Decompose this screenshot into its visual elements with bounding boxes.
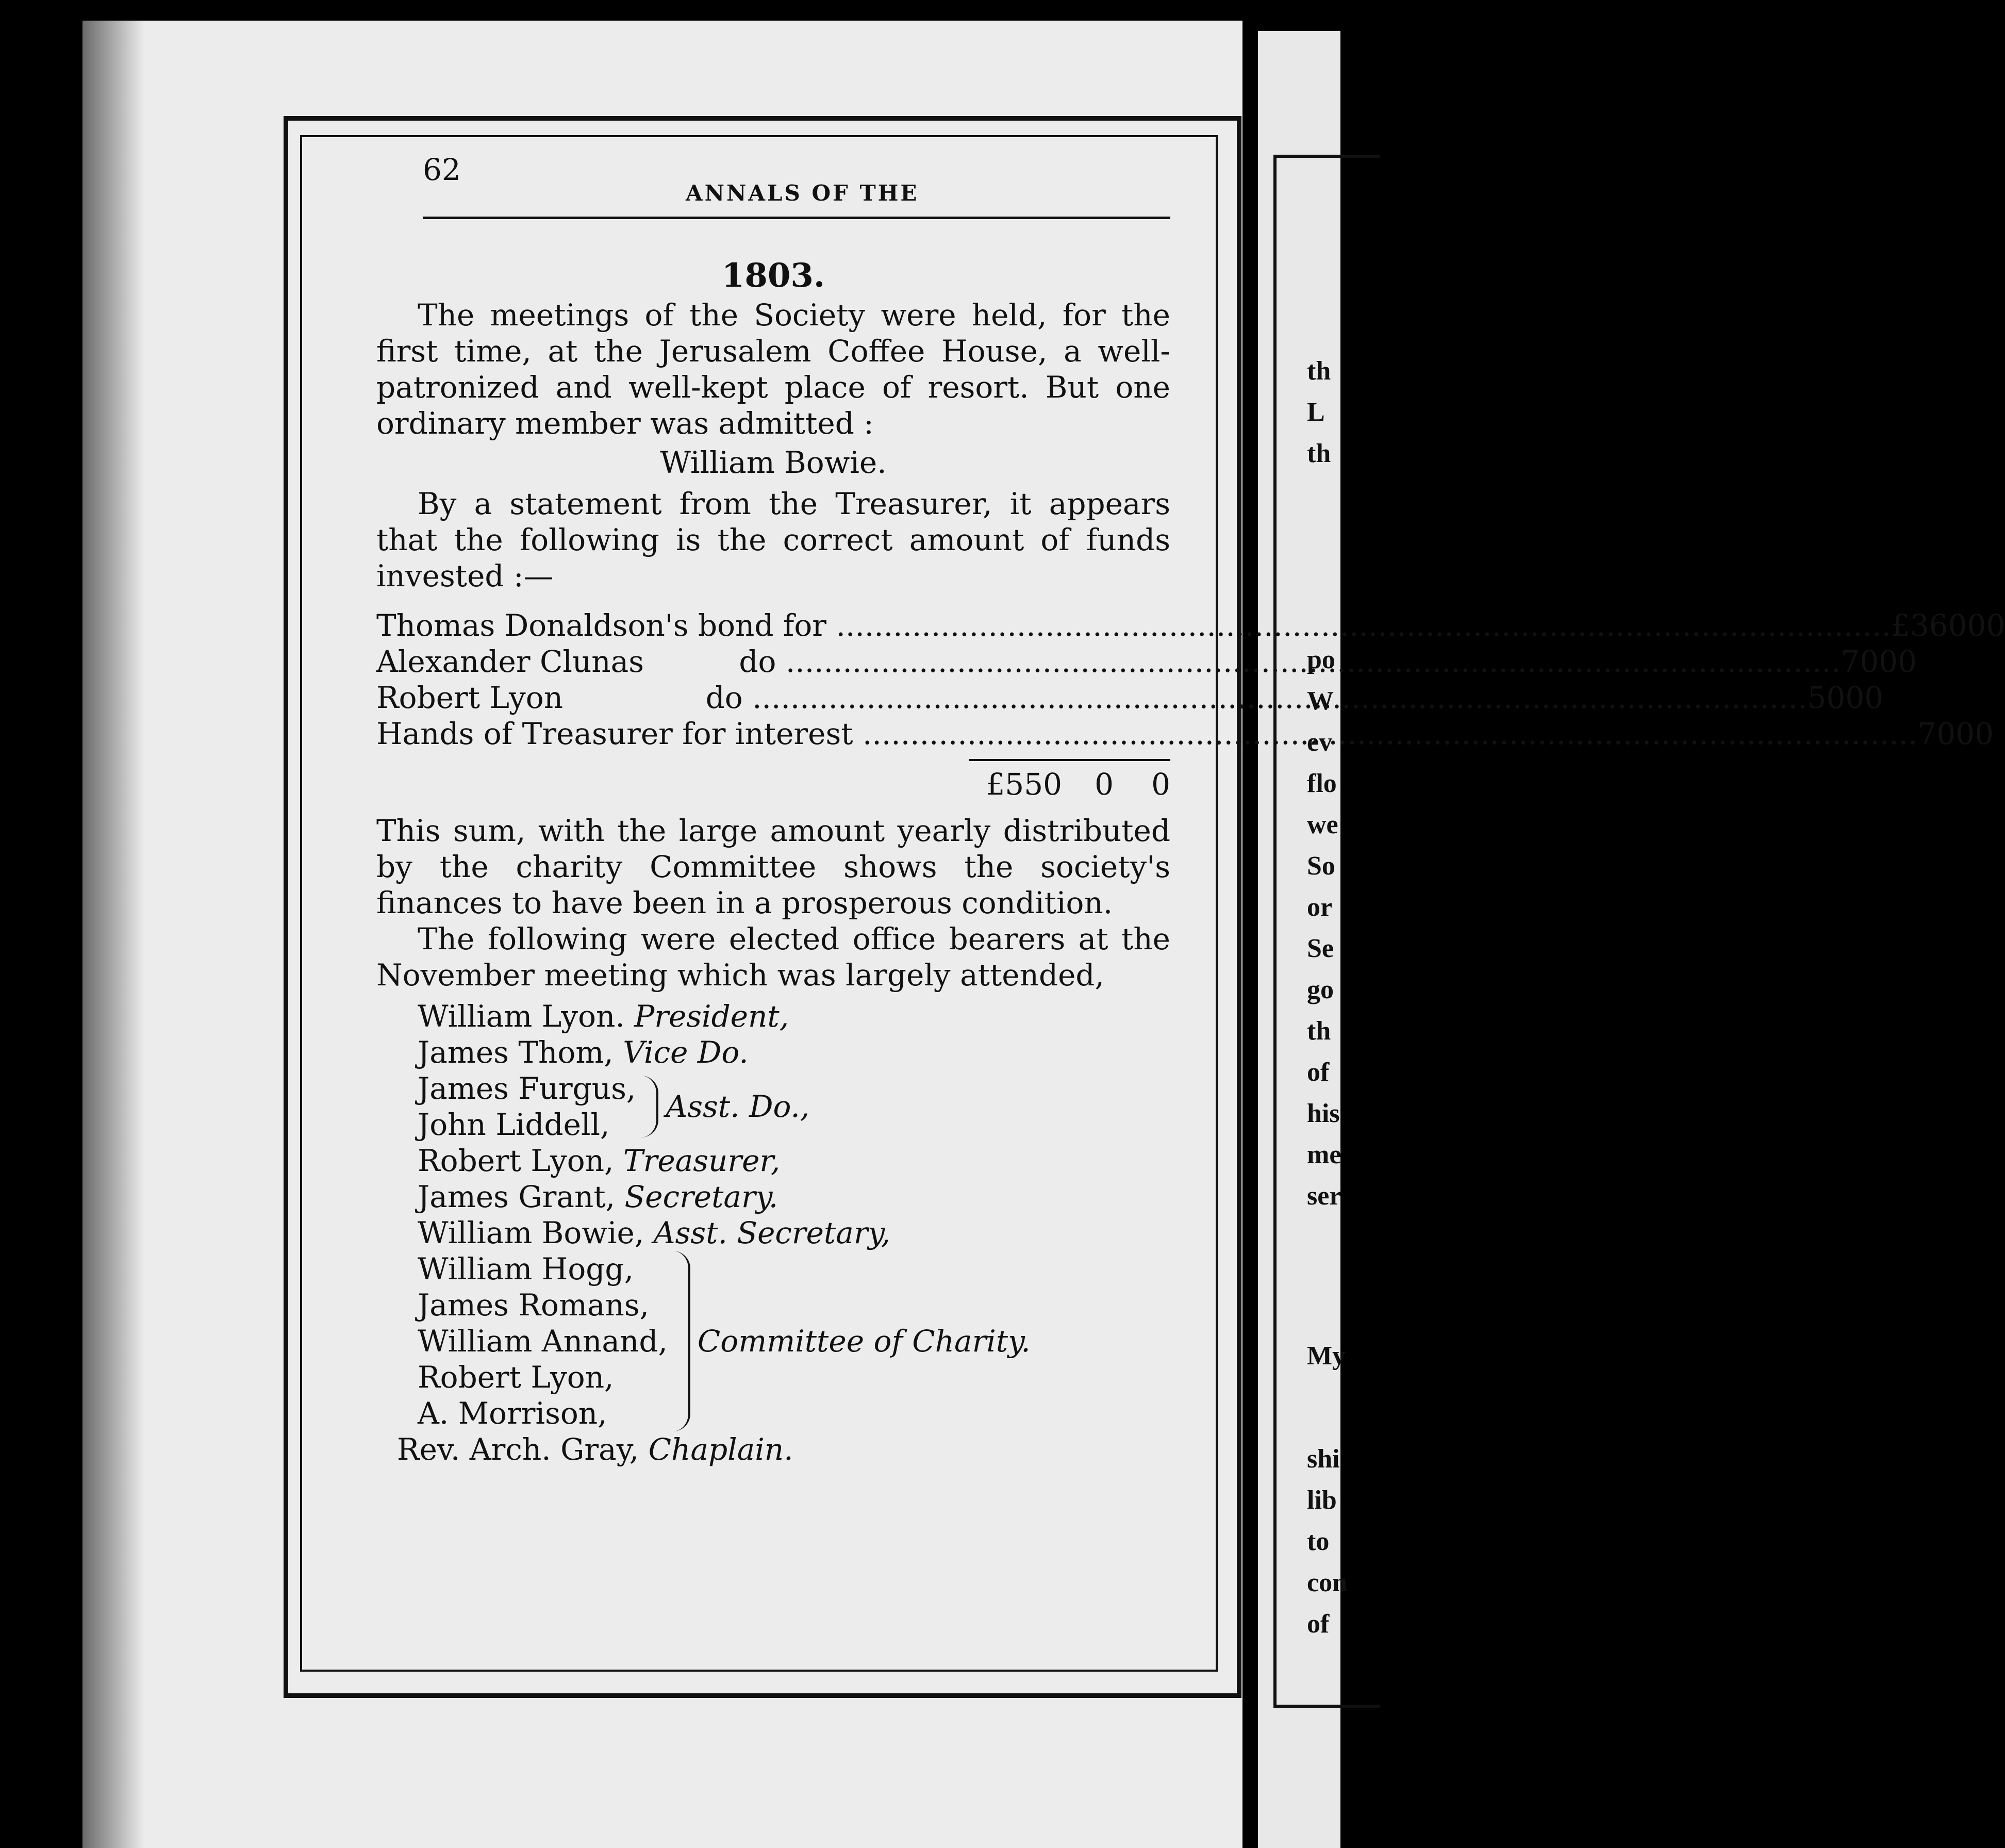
paragraph-meetings: The meetings of the Society were held, for the first time, at the Jerusalem Coffee House, a well-patronized and well-kept place of resort. But one ordinary member was admitted : [376,298,1170,441]
officer-group-names [418,1070,636,1143]
officer-name: William Lyon. [418,999,625,1034]
adjacent-page-fragment: L [1307,398,1325,427]
adjacent-page-fragment: po [1307,645,1335,674]
paragraph-sum: This sum, with the large amount yearly distributed by the charity Committee shows the society's finances to have been in a prosperous condition. [376,813,1170,920]
header-rule [423,217,1170,219]
adjacent-page-fragment: his [1307,1099,1340,1128]
total-pence: 0 [1151,767,1170,802]
officer-name: Robert Lyon, [418,1360,614,1395]
fund-amount: £360 [1891,608,1967,643]
brace-mark [641,1076,658,1137]
adjacent-page-fragment: flo [1307,769,1337,798]
adjacent-page-fragment: My [1307,1341,1346,1371]
fund-label: Hands of Treasurer for interest ..... [376,716,1917,752]
officer-role: Secretary. [624,1179,778,1214]
officer-role: President, [634,999,789,1034]
admitted-member: William Bowie. [660,445,887,480]
fund-pence: 0 [1986,608,2005,643]
year-heading: 1803. [721,256,825,295]
adjacent-page-fragment: W [1307,686,1334,716]
adjacent-page-fragment: Se [1307,934,1334,963]
officer-name: William Bowie, [418,1215,644,1250]
adjacent-page-fragment: shi [1307,1444,1340,1474]
adjacent-page-fragment: of [1307,1058,1330,1087]
page-number: 62 [423,152,461,187]
officer-name: Robert Lyon, [418,1143,614,1178]
total-shillings: 0 [1095,767,1114,802]
officer-chaplain [376,1431,1170,1467]
officer-group-names [418,1251,668,1431]
officer-name: William Annand, [418,1324,668,1359]
adjacent-page-fragment: we [1307,810,1338,839]
officer-group-assistants [376,1070,1170,1143]
adjacent-page-fragment: or [1307,893,1333,922]
officer-treasurer [376,1143,1170,1179]
fund-shillings: 0 [1845,680,1865,715]
officer-president [376,998,1170,1034]
adjacent-page-fragment: ev [1307,728,1333,757]
officer-name: James Romans, [418,1288,650,1323]
adjacent-page-fragment: ser [1307,1181,1341,1211]
officer-group-committee [376,1251,1170,1431]
fund-amount: 70 [1917,716,1956,751]
fund-label: Robert Lyon do ..... [376,680,1808,716]
fund-amount: 50 [1807,680,1846,715]
officer-assistant-secretary [376,1215,1170,1251]
officer-role: Treasurer, [623,1143,781,1178]
officer-role: Asst. Do., [666,1089,810,1124]
officer-name: William Hogg, [418,1251,634,1286]
officer-role: Vice Do. [623,1035,749,1070]
officer-role: Committee of Charity. [697,1324,1031,1359]
adjacent-page-frame [1273,155,1380,1708]
fund-pence: 0 [1975,716,1994,751]
office-bearers-list [376,998,1170,1467]
fund-shillings: 0 [1956,716,1975,751]
adjacent-page-fragment: th [1307,356,1331,386]
officer-name: James Thom, [418,1035,614,1070]
adjacent-page-fragment: of [1307,1609,1330,1639]
officer-name: A. Morrison, [418,1396,607,1431]
fund-amount: 70 [1841,644,1879,679]
fund-label: Thomas Donaldson's bond for ..... [376,607,1891,644]
officer-name: James Furgus, [418,1071,636,1106]
fund-row [376,607,2005,644]
adjacent-page-fragment: to [1307,1527,1330,1556]
paragraph-elections: The following were elected office bearers at the November meeting which was largely attended, [376,921,1170,993]
fund-label: Alexander Clunas do ..... [376,644,1841,680]
total-rule [969,759,1170,761]
brace-mark [673,1251,690,1431]
officer-name: Rev. Arch. Gray, [397,1432,639,1467]
adjacent-page-fragment: th [1307,439,1331,468]
fund-pence: 0 [1864,680,1884,715]
officer-vice-president [376,1034,1170,1070]
fund-shillings: 0 [1967,608,1986,643]
fund-shillings: 0 [1879,644,1898,679]
paragraph-treasurer: By a statement from the Treasurer, it appears that the following is the correct amount of funds invested :— [376,486,1170,593]
total-amount: £550 [986,767,1062,802]
officer-role: Chaplain. [648,1432,793,1467]
fund-total-row [376,766,1170,802]
gutter-shadow [82,21,144,1848]
fund-row [376,680,1884,716]
adjacent-page-fragment: con [1307,1568,1347,1597]
adjacent-page-fragment: go [1307,975,1334,1004]
officer-name: James Grant, [418,1179,616,1214]
officer-name: John Liddell, [418,1107,610,1142]
adjacent-page-fragment: th [1307,1016,1331,1046]
adjacent-page-fragment: lib [1307,1486,1337,1515]
officer-secretary [376,1179,1170,1215]
adjacent-page-fragment: So [1307,851,1335,881]
adjacent-page-fragment: me [1307,1140,1341,1169]
running-head: ANNALS OF THE [686,180,919,206]
officer-role: Asst. Secretary, [653,1215,891,1250]
fund-pence: 0 [1898,644,1917,679]
